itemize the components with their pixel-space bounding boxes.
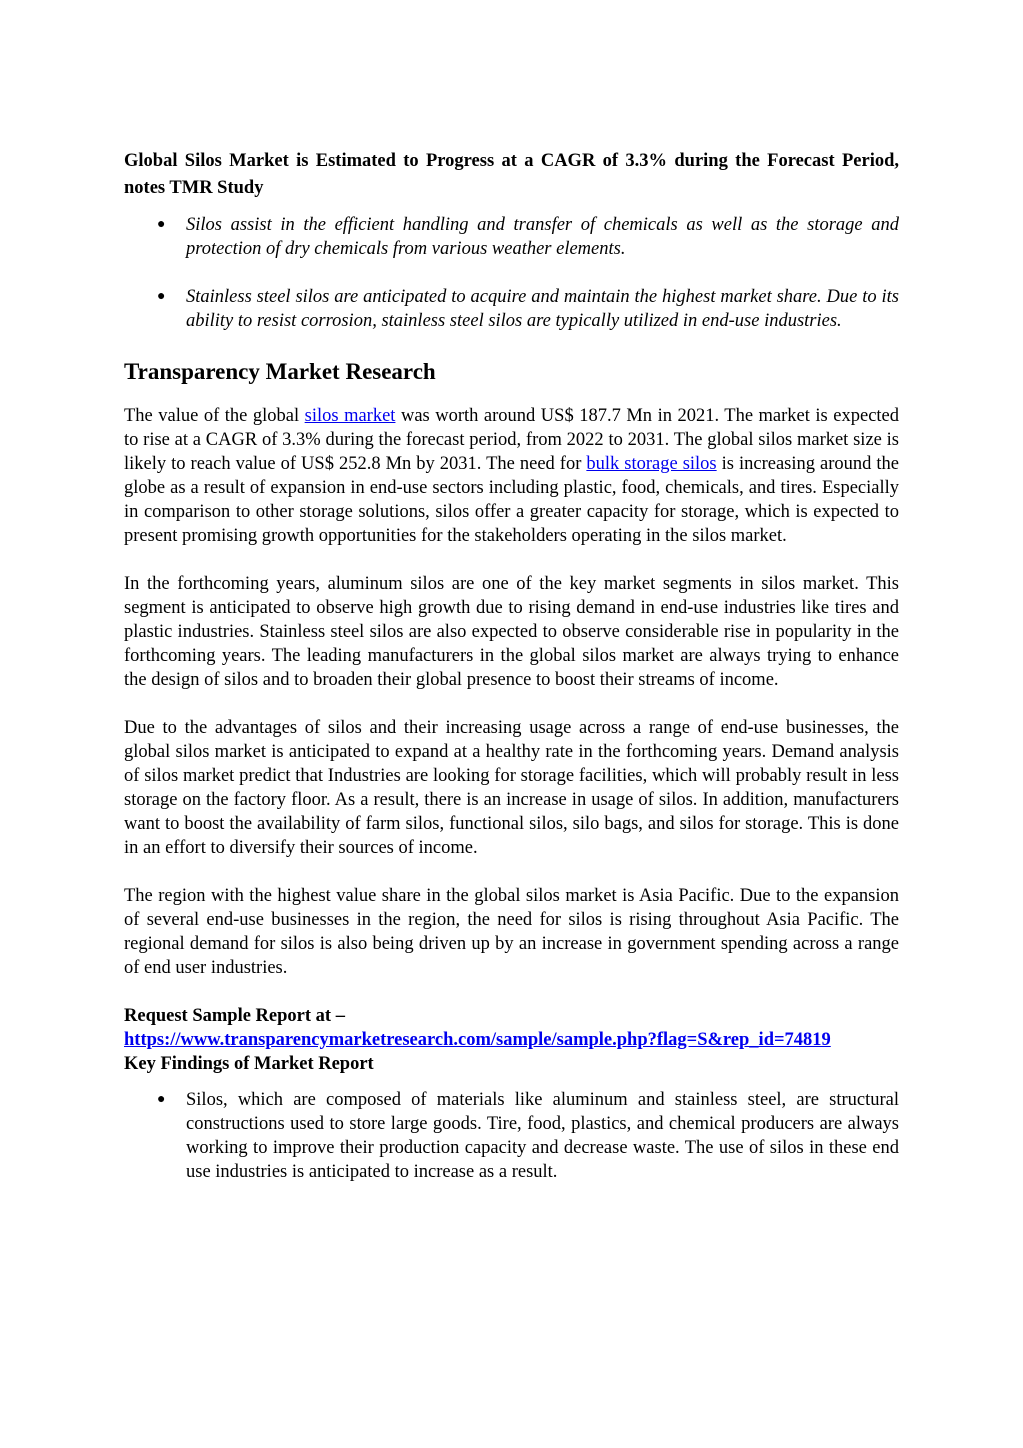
highlight-item <box>124 213 899 261</box>
highlight-text: Stainless steel silos are anticipated to acquire and maintain the highest market share. Due to its ability to resist corrosion, stainless steel silos are typically utilized in end-use industries. <box>186 287 899 331</box>
section-heading: Transparency Market Research <box>124 359 436 384</box>
request-sample-block <box>124 1004 899 1052</box>
document-page <box>124 148 899 1184</box>
highlight-text: Silos assist in the efficient handling and transfer of chemicals as well as the storage and protection of dry chemicals from various weather elements. <box>186 215 899 259</box>
bullet-icon: ● <box>157 1092 166 1107</box>
highlights-list <box>124 213 899 333</box>
paragraph-text: was worth around US$ 187.7 Mn in 2021. The market is expected to rise at a CAGR of 3.3% during the forecast period, from 2022 to 2031. The global silos market size is likely to reach value of US$ 252.8 Mn by 2031. The need for <box>124 406 900 474</box>
key-finding-text: Silos, which are composed of materials like aluminum and stainless steel, are structural constructions used to store large goods. Tire, food, plastics, and chemical producers are always working to improve their production capacity and decrease waste. The use of silos in these end use industries is anticipated to increase as a result. <box>186 1090 899 1182</box>
key-findings-list <box>124 1088 899 1184</box>
key-findings-heading: Key Findings of Market Report <box>124 1054 374 1074</box>
paragraph-region: The region with the highest value share in the global silos market is Asia Pacific. Due to the expansion of several end-use businesses in the region, the need for silos is rising throughout Asia Pacific. The regional demand for silos is also being driven up by an increase in government spending across a range of end user industries. <box>124 886 899 978</box>
request-sample-label: Request Sample Report at – <box>124 1006 345 1026</box>
bullet-icon: ● <box>157 289 166 304</box>
paragraph-text: The value of the global <box>124 406 305 426</box>
bulk-storage-silos-link[interactable]: bulk storage silos <box>586 454 717 474</box>
paragraph-text: is increasing around the globe as a result of expansion in end-use sectors including plastic, food, chemicals, and tires. Especially in comparison to other storage solutions, silos offer a greater capacity for storage, which is expected to present promising growth opportunities for the stakeholders operating in the silos market. <box>124 454 899 546</box>
key-finding-item <box>124 1088 899 1184</box>
bullet-icon: ● <box>157 217 166 232</box>
paragraph-advantages: Due to the advantages of silos and their increasing usage across a range of end-use businesses, the global silos market is anticipated to expand at a healthy rate in the forthcoming years. Demand analysis of silos market predict that Industries are looking for storage facilities, which will probably result in less storage on the factory floor. As a result, there is an increase in usage of silos. In addition, manufacturers want to boost the availability of farm silos, functional silos, silo bags, and silos for storage. This is done in an effort to diversify their sources of income. <box>124 718 899 858</box>
headline: Global Silos Market is Estimated to Progress at a CAGR of 3.3% during the Forecast Period, notes TMR Study <box>124 151 899 198</box>
request-sample-link[interactable]: https://www.transparencymarketresearch.com/sample/sample.php?flag=S&rep_id=74819 <box>124 1030 831 1050</box>
paragraph-market-value <box>124 404 899 548</box>
silos-market-link[interactable]: silos market <box>304 406 396 426</box>
paragraph-segments: In the forthcoming years, aluminum silos are one of the key market segments in silos market. This segment is anticipated to observe high growth due to rising demand in end-use industries like tires and plastic industries. Stainless steel silos are also expected to observe considerable rise in popularity in the forthcoming years. The leading manufacturers in the global silos market are always trying to enhance the design of silos and to broaden their global presence to boost their streams of income. <box>124 574 899 690</box>
highlight-item <box>124 285 899 333</box>
